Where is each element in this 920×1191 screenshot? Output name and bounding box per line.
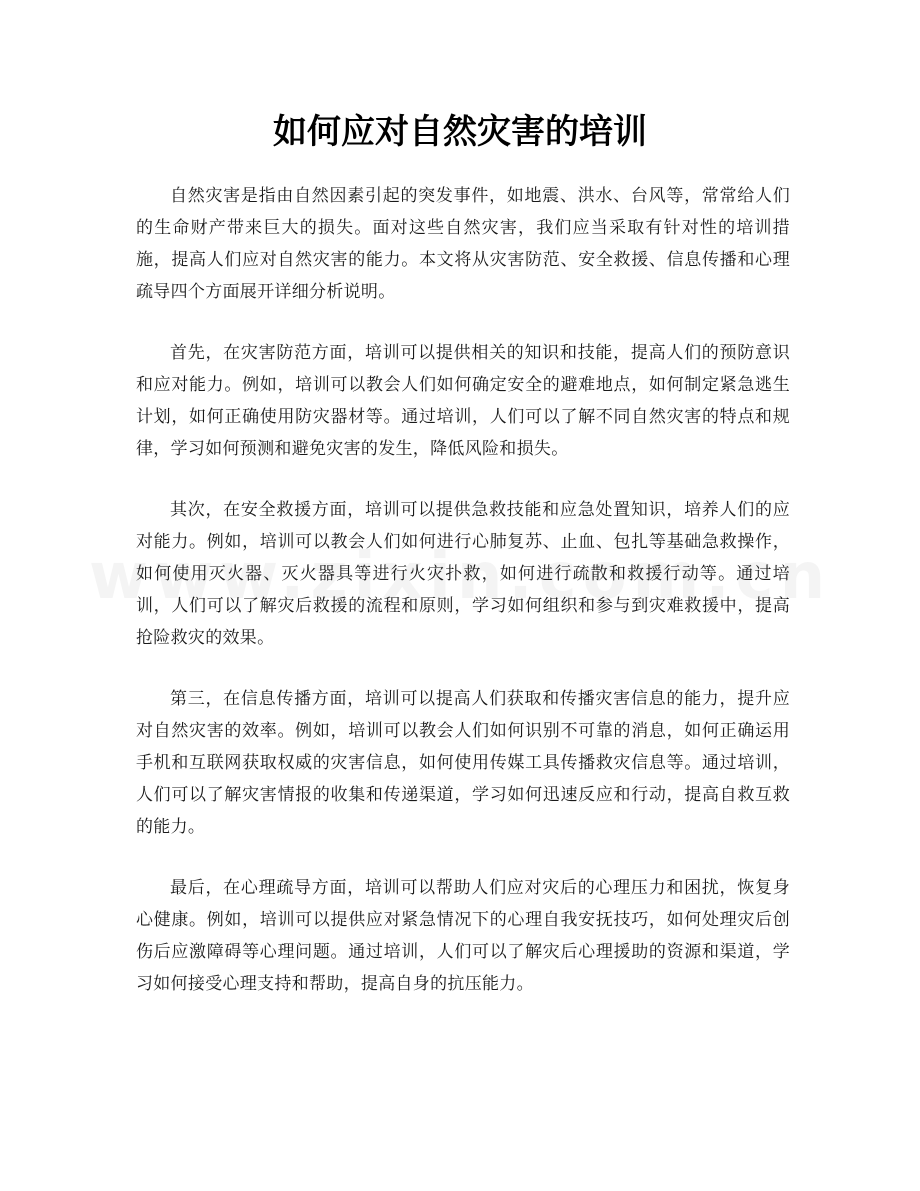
paragraph-psychological-counseling: 最后，在心理疏导方面，培训可以帮助人们应对灾后的心理压力和困扰，恢复身心健康。例如，培训可以提供应对紧急情况下的心理自我安抚技巧，如何处理灾后创伤后应激障碍等心理问题。通过培训，人们可以了解灾后心理援助的资源和渠道，学习如何接受心理支持和帮助，提高自身的抗压能力。 [136,878,790,994]
paragraph-intro: 自然灾害是指由自然因素引起的突发事件，如地震、洪水、台风等，常常给人们的生命财产带来巨大的损失。面对这些自然灾害，我们应当采取有针对性的培训措施，提高人们应对自然灾害的能力。本文将从灾害防范、安全救援、信息传播和心理疏导四个方面展开详细分析说明。 [136,186,790,302]
document-body [136,180,790,1029]
document-title: 如何应对自然灾害的培训 [273,112,647,152]
paragraph-information-dissemination: 第三，在信息传播方面，培训可以提高人们获取和传播灾害信息的能力，提升应对自然灾害的效率。例如，培训可以教会人们如何识别不可靠的消息，如何正确运用手机和互联网获取权威的灾害信息，如何使用传媒工具传播救灾信息等。通过培训，人们可以了解灾害情报的收集和传递渠道，学习如何迅速反应和行动，提高自救互救的能力。 [136,689,790,837]
paragraph-safety-rescue: 其次，在安全救援方面，培训可以提供急救技能和应急处置知识，培养人们的应对能力。例如，培训可以教会人们如何进行心肺复苏、止血、包扎等基础急救操作，如何使用灭火器、灭火器具等进行火灾扑救，如何进行疏散和救援行动等。通过培训，人们可以了解灾后救援的流程和原则，学习如何组织和参与到灾难救援中，提高抢险救灾的效果。 [136,500,790,648]
paragraph-disaster-prevention: 首先，在灾害防范方面，培训可以提供相关的知识和技能，提高人们的预防意识和应对能力。例如，培训可以教会人们如何确定安全的避难地点，如何制定紧急逃生计划，如何正确使用防灾器材等。通过培训，人们可以了解不同自然灾害的特点和规律，学习如何预测和避免灾害的发生，降低风险和损失。 [136,343,790,459]
